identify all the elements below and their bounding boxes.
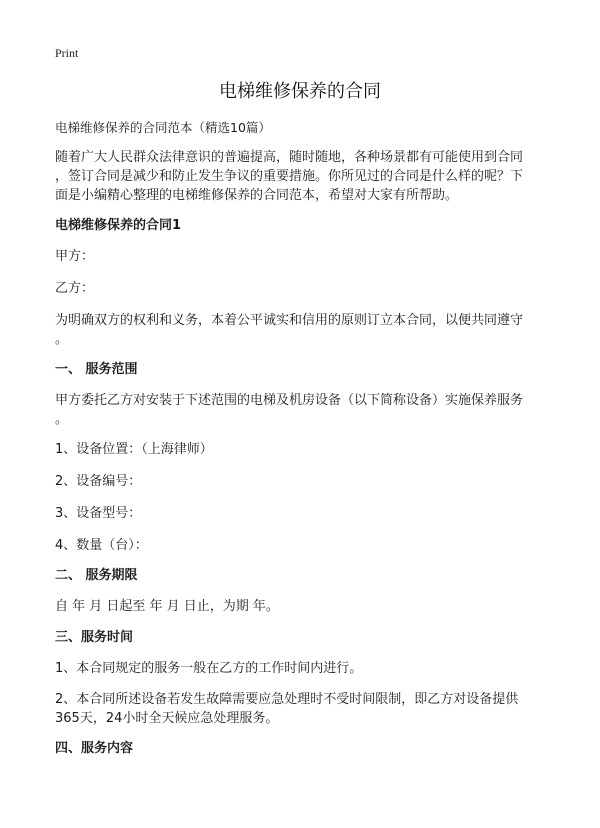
section-3-item-1: 1、本合同规定的服务一般在乙方的工作时间内进行。: [55, 661, 363, 676]
document-title: 电梯维修保养的合同: [219, 81, 381, 102]
print-link[interactable]: Print: [55, 46, 79, 60]
section-2-heading: 二、 服务期限: [55, 568, 138, 583]
section-1-item-1: 1、设备位置：（上海律师）: [55, 442, 213, 457]
section-1-line-2: 。: [55, 412, 69, 427]
section-2-text: 自 年 月 日起至 年 月 日止，为期 年。: [55, 599, 279, 614]
intro-line-3: 面是小编精心整理的电梯维修保养的合同范本，希望对大家有所帮助。: [55, 188, 459, 203]
party-b-label: 乙方：: [55, 281, 95, 296]
section-3-item-2-line-2: 365天，24小时全天候应急处理服务。: [55, 711, 279, 726]
party-a-label: 甲方：: [55, 249, 95, 264]
section-3-heading: 三、服务时间: [55, 630, 134, 645]
intro-line-2: ，签订合同是减少和防止发生争议的重要措施。你所见过的合同是什么样的呢？下: [55, 169, 524, 184]
section-3-item-2-line-1: 2、本合同所述设备若发生故障需要应急处理时不受时间限制，即乙方对设备提供: [55, 692, 519, 707]
section-1-item-4: 4、数量（台）：: [55, 538, 148, 553]
contract-heading: 电梯维修保养的合同1: [55, 218, 182, 233]
section-1-heading: 一、 服务范围: [55, 362, 138, 377]
section-1-line-1: 甲方委托乙方对安装于下述范围的电梯及机房设备（以下简称设备）实施保养服务: [55, 393, 524, 408]
purpose-line-2: 。: [55, 332, 69, 347]
intro-line-1: 随着广大人民群众法律意识的普遍提高，随时随地，各种场景都有可能使用到合同: [55, 150, 524, 165]
document-subtitle: 电梯维修保养的合同范本（精选10篇）: [55, 120, 271, 135]
purpose-line-1: 为明确双方的权利和义务，本着公平诚实和信用的原则订立本合同，以便共同遵守: [55, 313, 524, 328]
section-4-heading: 四、服务内容: [55, 741, 134, 756]
section-1-item-3: 3、设备型号：: [55, 506, 142, 521]
section-1-item-2: 2、设备编号：: [55, 474, 142, 489]
